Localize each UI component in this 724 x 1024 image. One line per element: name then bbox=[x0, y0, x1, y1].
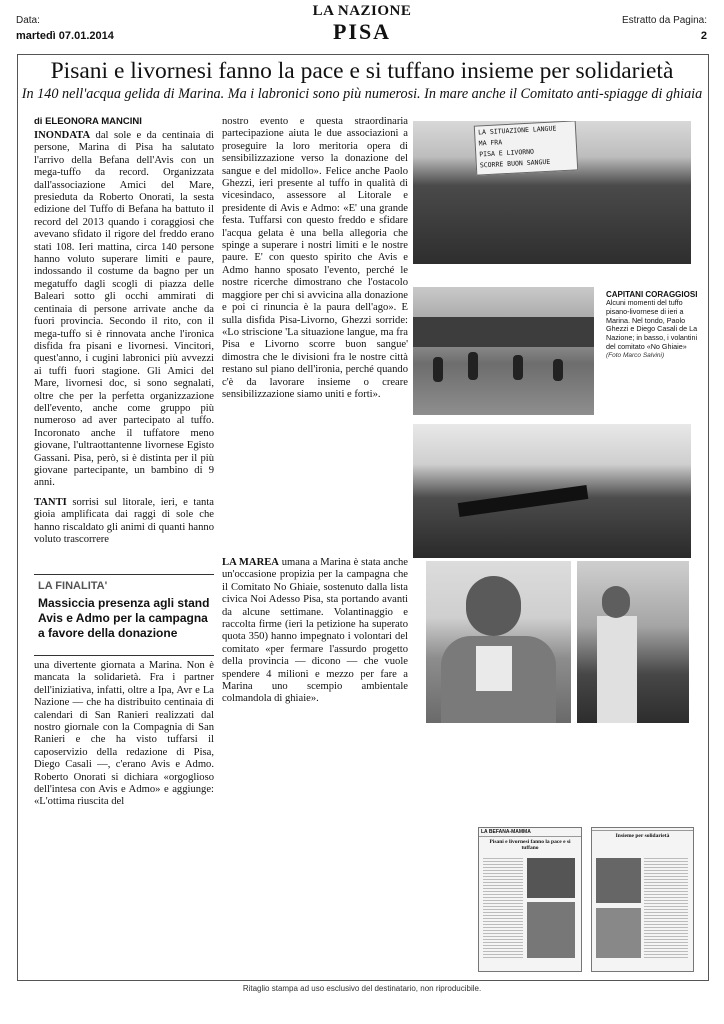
photo-crowd-banner bbox=[413, 121, 691, 264]
box-kicker: LA FINALITA' bbox=[38, 580, 108, 592]
headline: Pisani e livornesi fanno la pace e si tuffano insieme per solidarietà bbox=[50, 58, 674, 84]
date-value: martedì 07.01.2014 bbox=[16, 30, 114, 42]
excerpt-label: Estratto da Pagina: bbox=[621, 15, 707, 26]
byline: di ELEONORA MANCINI bbox=[34, 116, 142, 127]
column-1-bottom bbox=[34, 660, 214, 810]
footer-disclaimer: Ritaglio stampa ad uso esclusivo del destinatario, non riproducibile. bbox=[242, 984, 482, 993]
photo-swimmers bbox=[413, 287, 594, 415]
box-top-rule bbox=[34, 574, 214, 575]
paragraph-1: INONDATA dal sole e da centinaia di persone, Marina di Pisa ha salutato l'arrivo della Befana dell'Avis con un mega-tuffo da record. Organizzata dall'associazione Amici del Mare, presieduta da Roberto Onorati, la sesta edizione del Tuffo di Befana ha battuto il record del 2013 quando i coraggiosi che avevano sfidato il rigore del freddo erano stati 108. Ieri mattina, circa 140 persone hanno voluto superare limiti e paure, indossando il costume da bagno per un megatuffo dagli scogli di piazza delle Baleari sotto gli occhi ammirati di centinaia di persone arrivate anche da fuori provincia. Secondo il rito, con il mega-tuffo si è rinnovata anche l'ironica disfida fra pisani e livornesi. Vincitori, quest'anno, i cugini labronici più avvezzi ai tuffi fuori stagione. Gli Amici del Mare, livornesi doc, si sono segnalati, oltre che per la perfetta organizzazione dell'evento, anche come gruppo più numeroso ad aver partecipato al tuffo. Incoronato anche il tuffatore meno giovane, l'ultraottantenne livornese Egisto Gassani. Pisa, però, si è distinta per il più giovane partecipante, un bambino di 9 anni. bbox=[34, 130, 214, 489]
caption-credit: (Foto Marco Salvini) bbox=[606, 351, 665, 359]
photo-caption bbox=[606, 290, 698, 359]
caption-title: CAPITANI CORAGGIOSI bbox=[606, 290, 698, 299]
paragraph-2: TANTI sorrisi sul litorale, ieri, e tanta gioia amplificata dai raggi di sole che hanno riscaldato gli animi di quanti hanno voluto trascorrere bbox=[34, 496, 214, 545]
thumbnail-page-2: Insieme per solidarietà bbox=[591, 827, 694, 972]
banner: LA SITUAZIONE LANGUE MA FRA PISA E LIVORNO SCORRE BUON SANGUE bbox=[474, 121, 578, 176]
subhead: In 140 nell'acqua gelida di Marina. Ma i labronici sono più numerosi. In mare anche il Comitato anti-spiagge di ghiaia bbox=[21, 86, 703, 102]
masthead-top: LA NAZIONE bbox=[312, 3, 412, 19]
paragraph-3: una divertente giornata a Marina. Non è mancata la solidarietà. Fra i partner dell'iniziativa, infatti, oltre a Ipa, Avr e La Nazione — che ha distribuito centinaia di calendari di San Ranieri realizzati dal nostro giornale con la Compagnia di San Ranieri e che ha visto tuffarsi il caposervizio della redazione di Pisa, Diego Casali —, c'erano Avis e Admo. Roberto Onorati si dichiara «orgoglioso dell'intesa con Avis e Admo» e aggiunge: «L'ottima riuscita del bbox=[34, 660, 214, 808]
masthead-city: PISA bbox=[332, 19, 392, 44]
box-bottom-rule bbox=[34, 655, 214, 656]
date-label: Data: bbox=[16, 15, 40, 26]
caption-text: Alcuni momenti del tuffo pisano-livornese di ieri a Marina. Nel tondo, Paolo Ghezzi e Diego Casali de La Nazione; in basso, i volantini del comitato «No Ghiaie» bbox=[606, 298, 698, 351]
box-title: Massiccia presenza agli stand Avis e Admo per la campagna a favore della donazione bbox=[38, 596, 210, 640]
photo-man-closeup bbox=[426, 561, 571, 723]
paragraph-4: nostro evento e questa straordinaria partecipazione aiuta le due associazioni a proseguire la loro meritoria opera di sensibilizzazione verso la donazione del sangue e del midollo». Felice anche Paolo Ghezzi, ieri presente al tuffo in qualità di vicesindaco, assessore al Litorale e presidente di Avis e Admo: «E' una grande festa. Tuffarsi con questo freddo e sfidare l'acqua gelata è una bella allegoria che spinge a superare i nostri limiti e le nostre paure. E' con questo spirito che Avis e Admo hanno sposato l'evento, perché le nostre ricerche dimostrano che l'ostacolo maggiore per chi si avvicina alla donazione e poi ci rinuncia è la paura dell'ago». E sulla disfida Pisa-Livorno, Ghezzi sorride: «Lo striscione 'La situazione langue, ma fra Pisa e Livorno scorre buon sangue' dimostra che le divisioni fra le nostre città restano sul piano dell'ironia, perché quando c'è da lavorare insieme o creare sensibilizzazione siamo uniti e forti». bbox=[222, 116, 408, 400]
photo-leaflets bbox=[577, 561, 689, 723]
excerpt-page: 2 bbox=[700, 30, 707, 42]
paragraph-5: LA MAREA umana a Marina è stata anche un'occasione propizia per la campagna che il Comitato No Ghiaie, sostenuto dalla lista civica Noi Adesso Pisa, sta portando avanti da alcune settimane. Volantinaggio e raccolta firme (ieri la petizione ha superato quota 350) hanno impegnato i volontari del comitato «per fermare l'assurdo progetto della provincia — dicono — che vuole spendere 4 milioni e mezzo per fare a Marina uno scempio ambientale colmandola di ghiaie». bbox=[222, 557, 408, 705]
column-2-bottom bbox=[222, 557, 408, 727]
column-1-top bbox=[34, 130, 214, 565]
photo-group-scarf bbox=[413, 424, 691, 558]
thumbnail-page-1: LA BEFANA-MAMMA Pisani e livornesi fanno la pace e si tuffano bbox=[478, 827, 582, 972]
column-2-top bbox=[222, 116, 408, 551]
